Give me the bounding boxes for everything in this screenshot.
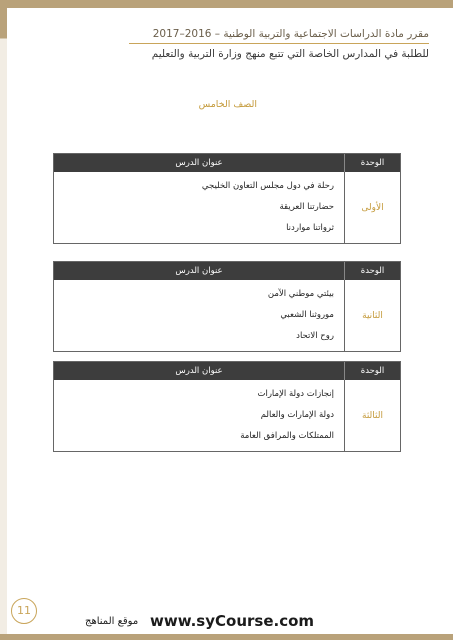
unit-name: الثانية: [344, 280, 400, 351]
grade-title: الصف الخامس: [198, 99, 257, 110]
lesson-item: رحلة في دول مجلس التعاون الخليجي: [201, 181, 334, 191]
page-border-bottom: [0, 634, 453, 640]
lesson-item: ثرواتنا مواردنا: [286, 223, 334, 233]
site-url: www.syCourse.com: [150, 612, 315, 630]
page-number: 11: [11, 598, 37, 624]
header-title: مقرر مادة الدراسات الاجتماعية والتربية الوطنية – 2016–2017: [129, 28, 429, 44]
lesson-item: الممتلكات والمرافق العامة: [240, 431, 334, 441]
lesson-column-header: عنوان الدرس: [175, 266, 223, 276]
unit-table-3: [53, 361, 401, 452]
table-header-row: [54, 154, 400, 172]
lesson-item: بيئتي موطني الآمن: [267, 289, 334, 299]
unit-name: الأولى: [344, 172, 400, 243]
unit-name: الثالثة: [344, 380, 400, 451]
lesson-item: روح الاتحاد: [296, 331, 334, 341]
table-header-row: [54, 262, 400, 280]
lesson-item: موروثنا الشعبي: [280, 310, 334, 320]
table-row: [54, 380, 400, 451]
lesson-column-header: عنوان الدرس: [175, 366, 223, 376]
lesson-column-header: عنوان الدرس: [175, 158, 223, 168]
unit-column-header: الوحدة: [344, 362, 400, 380]
unit-column-header: الوحدة: [344, 262, 400, 280]
table-row: [54, 172, 400, 243]
lesson-list: [54, 380, 344, 451]
table-header-row: [54, 362, 400, 380]
page-border-left: [0, 0, 7, 640]
document-header: [129, 28, 429, 60]
header-subtitle: للطلبة في المدارس الخاصة التي تتبع منهج وزارة التربية والتعليم: [151, 48, 429, 60]
page-border-top: [0, 0, 453, 8]
unit-table-2: [53, 261, 401, 352]
lesson-item: دولة الإمارات والعالم: [260, 410, 334, 420]
lesson-item: إنجازات دولة الإمارات: [257, 389, 334, 399]
unit-table-1: [53, 153, 401, 244]
site-name: موقع المناهج: [85, 616, 139, 627]
unit-column-header: الوحدة: [344, 154, 400, 172]
lesson-list: [54, 280, 344, 351]
table-row: [54, 280, 400, 351]
lesson-list: [54, 172, 344, 243]
lesson-item: حضارتنا العريقة: [279, 202, 334, 212]
